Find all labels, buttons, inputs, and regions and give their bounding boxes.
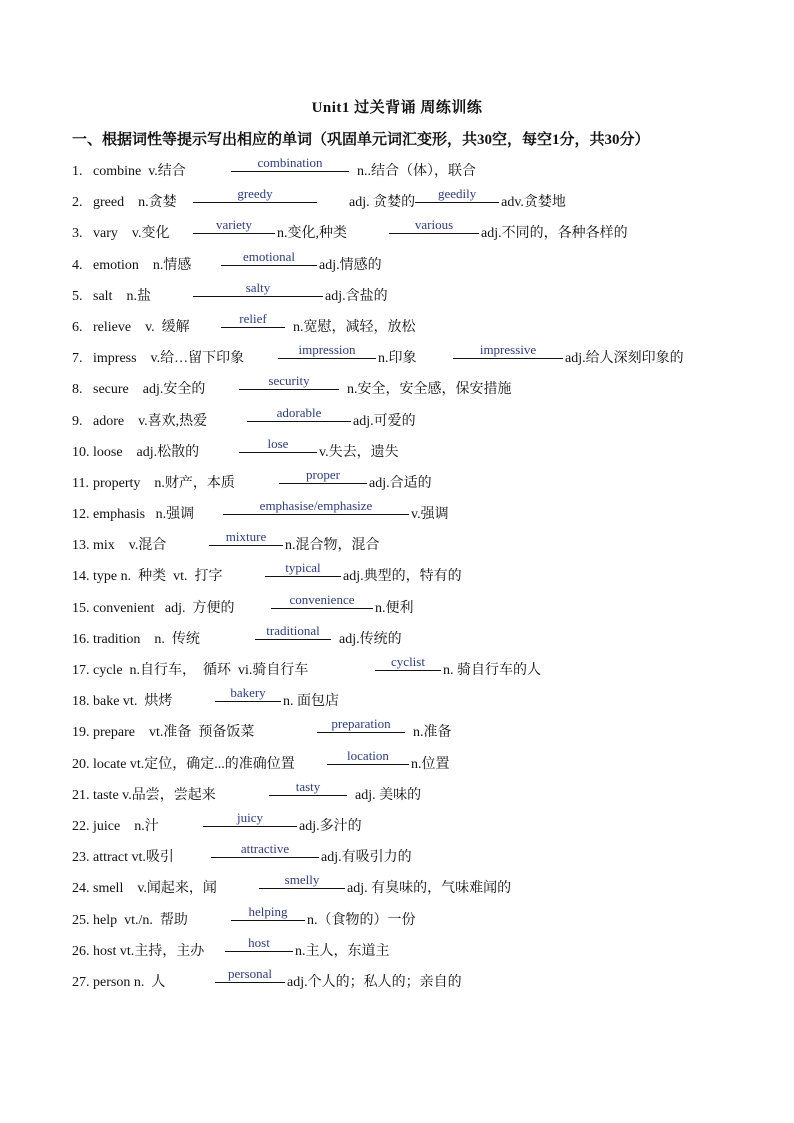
hint-text: n.安全，安全感，保安措施 (347, 382, 512, 398)
hint-text: v.失去，遗失 (319, 444, 399, 460)
hint-text: adj. 有臭味的，气味难闻的 (347, 881, 512, 897)
source-word: tradition n. 传统 (93, 631, 200, 647)
vocab-item-13 (72, 529, 772, 560)
source-word: locate vt.定位，确定...的准确位置 (93, 756, 295, 772)
hint-text-2: adv.贪婪地 (501, 195, 566, 211)
vocab-item-20 (72, 748, 772, 779)
source-word: taste v.品尝，尝起来 (93, 787, 216, 803)
hint-text: n.宽慰，减轻，放松 (293, 319, 416, 335)
vocab-item-8 (72, 373, 772, 404)
answer-blank: emotional (221, 249, 317, 266)
source-word: person n. 人 (93, 974, 166, 990)
source-word: property n.财产，本质 (93, 475, 235, 491)
vocab-item-16 (72, 623, 772, 654)
hint-text: adj.情感的 (319, 257, 382, 273)
vocab-item-5 (72, 280, 772, 311)
source-word: type n. 种类 vt. 打字 (93, 569, 223, 585)
answer-blank: emphasise/emphasize (223, 498, 409, 515)
vocabulary-list (72, 155, 772, 997)
answer-blank-2: geedily (415, 186, 499, 203)
answer-blank: attractive (211, 841, 319, 858)
source-word: combine v.结合 (93, 164, 186, 179)
hint-text: adj.有吸引力的 (321, 850, 412, 866)
hint-text: adj. 美味的 (355, 787, 422, 803)
vocab-item-27 (72, 966, 772, 997)
answer-blank: personal (215, 966, 285, 983)
vocab-item-12 (72, 498, 772, 529)
vocab-item-22 (72, 810, 772, 841)
answer-blank: mixture (209, 529, 283, 546)
item-number: 9. (72, 413, 83, 429)
answer-blank: cyclist (375, 654, 441, 671)
item-number: 20. (72, 756, 90, 772)
hint-text: n.主人，东道主 (295, 943, 390, 959)
source-word: secure adj.安全的 (93, 382, 206, 398)
vocab-item-10 (72, 436, 772, 467)
hint-text: adj.含盐的 (325, 288, 388, 304)
item-number: 24. (72, 881, 90, 897)
item-number: 12. (72, 507, 90, 523)
vocab-item-11 (72, 467, 772, 498)
hint-text: adj.可爱的 (353, 413, 416, 429)
vocab-item-15 (72, 592, 772, 623)
item-number: 15. (72, 600, 90, 616)
source-word: impress v.给…留下印象 (93, 351, 245, 367)
hint-text: adj.传统的 (339, 631, 402, 647)
answer-blank: relief (221, 311, 285, 328)
hint-text: n.位置 (411, 756, 450, 772)
hint-text-2: adj.不同的，各种各样的 (481, 226, 628, 242)
answer-blank: security (239, 373, 339, 390)
answer-blank: greedy (193, 186, 317, 203)
answer-blank: variety (193, 217, 275, 234)
hint-text: n.准备 (413, 725, 452, 741)
source-word: prepare vt.准备 预备饭菜 (93, 725, 255, 741)
vocab-item-18 (72, 685, 772, 716)
hint-text: n.变化,种类 (277, 226, 347, 242)
vocab-item-6 (72, 311, 772, 342)
answer-blank-2: impressive (453, 342, 563, 359)
hint-text: adj.多汁的 (299, 818, 362, 834)
vocab-item-1 (72, 155, 772, 186)
item-number: 23. (72, 850, 90, 866)
item-number: 1. (72, 164, 83, 179)
answer-blank: tasty (269, 779, 347, 796)
source-word: mix v.混合 (93, 538, 167, 554)
vocab-item-26 (72, 935, 772, 966)
source-word: salt n.盐 (93, 288, 151, 304)
answer-blank: convenience (271, 592, 373, 609)
answer-blank: proper (279, 467, 367, 484)
vocab-item-25 (72, 904, 772, 935)
source-word: cycle n.自行车， 循环 vi.骑自行车 (93, 663, 309, 678)
source-word: smell v.闻起来，闻 (93, 881, 217, 897)
source-word: bake vt. 烘烤 (93, 694, 173, 710)
answer-blank: location (327, 748, 409, 765)
hint-text: n. 骑自行车的人 (443, 663, 541, 678)
item-number: 14. (72, 569, 90, 585)
vocab-item-3 (72, 217, 772, 248)
answer-blank: traditional (255, 623, 331, 640)
hint-text: n.印象 (378, 351, 417, 367)
hint-text: adj. 贪婪的 (349, 195, 416, 211)
vocab-item-21 (72, 779, 772, 810)
item-number: 4. (72, 257, 83, 273)
answer-blank: juicy (203, 810, 297, 827)
item-number: 22. (72, 818, 90, 834)
hint-text: adj.典型的，特有的 (343, 569, 462, 585)
source-word: vary v.变化 (93, 226, 170, 242)
hint-text: n.（食物的）一份 (307, 912, 416, 928)
item-number: 26. (72, 943, 90, 959)
hint-text: n.便利 (375, 600, 414, 616)
vocab-item-14 (72, 560, 772, 591)
vocab-item-4 (72, 249, 772, 280)
vocab-item-9 (72, 405, 772, 436)
answer-blank: preparation (317, 716, 405, 733)
item-number: 13. (72, 538, 90, 554)
item-number: 3. (72, 226, 83, 242)
answer-blank: typical (265, 560, 341, 577)
vocab-item-24 (72, 872, 772, 903)
hint-text: adj.合适的 (369, 475, 432, 491)
source-word: greed n.贪婪 (93, 195, 177, 211)
hint-text: v.强调 (411, 507, 449, 523)
source-word: host vt.主持，主办 (93, 943, 205, 959)
answer-blank: smelly (259, 872, 345, 889)
vocab-item-19 (72, 716, 772, 747)
answer-blank: host (225, 935, 293, 952)
item-number: 25. (72, 912, 90, 928)
answer-blank: adorable (247, 405, 351, 422)
source-word: help vt./n. 帮助 (93, 912, 188, 928)
item-number: 27. (72, 974, 90, 990)
source-word: juice n.汁 (93, 818, 159, 834)
item-number: 18. (72, 694, 90, 710)
vocab-item-2 (72, 186, 772, 217)
answer-blank: salty (193, 280, 323, 297)
item-number: 17. (72, 663, 90, 678)
item-number: 7. (72, 351, 83, 367)
item-number: 5. (72, 288, 83, 304)
item-number: 10. (72, 444, 90, 460)
page-title: Unit1 过关背诵 周练训练 (311, 100, 483, 116)
item-number: 6. (72, 319, 83, 335)
item-number: 11. (72, 475, 89, 491)
answer-blank: lose (239, 436, 317, 453)
section-heading: 一、根据词性等提示写出相应的单词（巩固单元词汇变形，共30空，每空1分，共30分） (72, 132, 650, 148)
hint-text: n..结合（体），联合 (357, 164, 476, 179)
source-word: relieve v. 缓解 (93, 319, 190, 335)
source-word: adore v.喜欢,热爱 (93, 413, 208, 429)
item-number: 19. (72, 725, 90, 741)
answer-blank-2: various (389, 217, 479, 234)
vocab-item-23 (72, 841, 772, 872)
source-word: emotion n.情感 (93, 257, 192, 273)
source-word: loose adj.松散的 (93, 444, 200, 460)
answer-blank: bakery (215, 685, 281, 702)
item-number: 2. (72, 195, 83, 211)
source-word: convenient adj. 方便的 (93, 600, 235, 616)
hint-text: n.混合物，混合 (285, 538, 380, 554)
source-word: emphasis n.强调 (93, 507, 195, 523)
item-number: 16. (72, 631, 90, 647)
answer-blank: helping (231, 904, 305, 921)
answer-blank: combination (231, 155, 349, 172)
hint-text-2: adj.给人深刻印象的 (565, 351, 684, 367)
item-number: 8. (72, 382, 83, 398)
hint-text: n. 面包店 (283, 694, 339, 710)
hint-text: adj.个人的；私人的；亲自的 (287, 974, 462, 990)
vocab-item-7 (72, 342, 772, 373)
vocab-item-17 (72, 654, 772, 685)
source-word: attract vt.吸引 (93, 850, 174, 866)
item-number: 21. (72, 787, 90, 803)
answer-blank: impression (278, 342, 376, 359)
